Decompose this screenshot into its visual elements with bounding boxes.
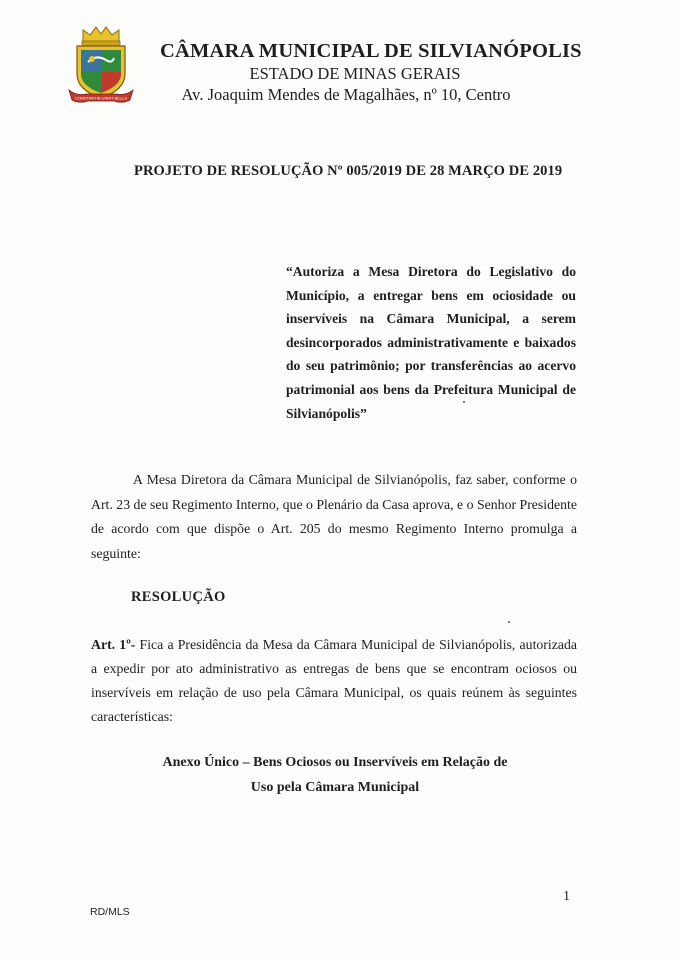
article-1 [91, 633, 577, 729]
annex-line-2: Uso pela Câmara Municipal [250, 780, 420, 795]
preamble-paragraph: A Mesa Diretora da Câmara Municipal de Silvianópolis, faz saber, conforme o Art. 23 de seu Regimento Interno, que o Plenário da Casa aprova, e o Senhor Presidente de acordo com que dispõe o Art. 205 do mesmo Regimento Interno promulga a seguinte: [91, 472, 577, 561]
project-title: PROJETO DE RESOLUÇÃO Nº 005/2019 DE 28 MARÇO DE 2019 [134, 163, 563, 179]
author-initials: RD/MLS [90, 906, 130, 918]
letterhead [160, 40, 582, 105]
chamber-name: CÂMARA MUNICIPAL DE SILVIANÓPOLIS [160, 40, 582, 62]
annex-line-1: Anexo Único – Bens Ociosos ou Inservíveis em Relação de [162, 755, 508, 770]
article-label: Art. 1º- [91, 637, 136, 652]
state-name: ESTADO DE MINAS GERAIS [249, 64, 461, 83]
crest-motto: CONSTANTIA UNDIT BELLA [74, 95, 128, 101]
ementa-paragraph: “Autoriza a Mesa Diretora do Legislativo do Município, a entregar bens em ociosidade ou inservíveis na Câmara Municipal, a serem desincorporados administrativamente e baixados do seu patrimônio; por transferências ao acervo patrimonial aos bens da Prefeitura Municipal de Silvianópolis” [286, 264, 576, 421]
chamber-address: Av. Joaquim Mendes de Magalhães, nº 10, Centro [181, 85, 511, 104]
scan-speck [508, 621, 510, 623]
page-number: 1 [563, 889, 570, 904]
resolution-heading: RESOLUÇÃO [131, 589, 226, 605]
municipal-crest-icon [66, 24, 136, 104]
scan-speck [463, 401, 465, 403]
annex-title [120, 750, 550, 800]
article-text: Fica a Presidência da Mesa da Câmara Municipal de Silvianópolis, autorizada a expedir por ato administrativo as entregas de bens que se encontram ociosos ou inservíveis em relação de uso pela Câmara Municipal, os quais reúnem às seguintes características: [91, 637, 577, 724]
